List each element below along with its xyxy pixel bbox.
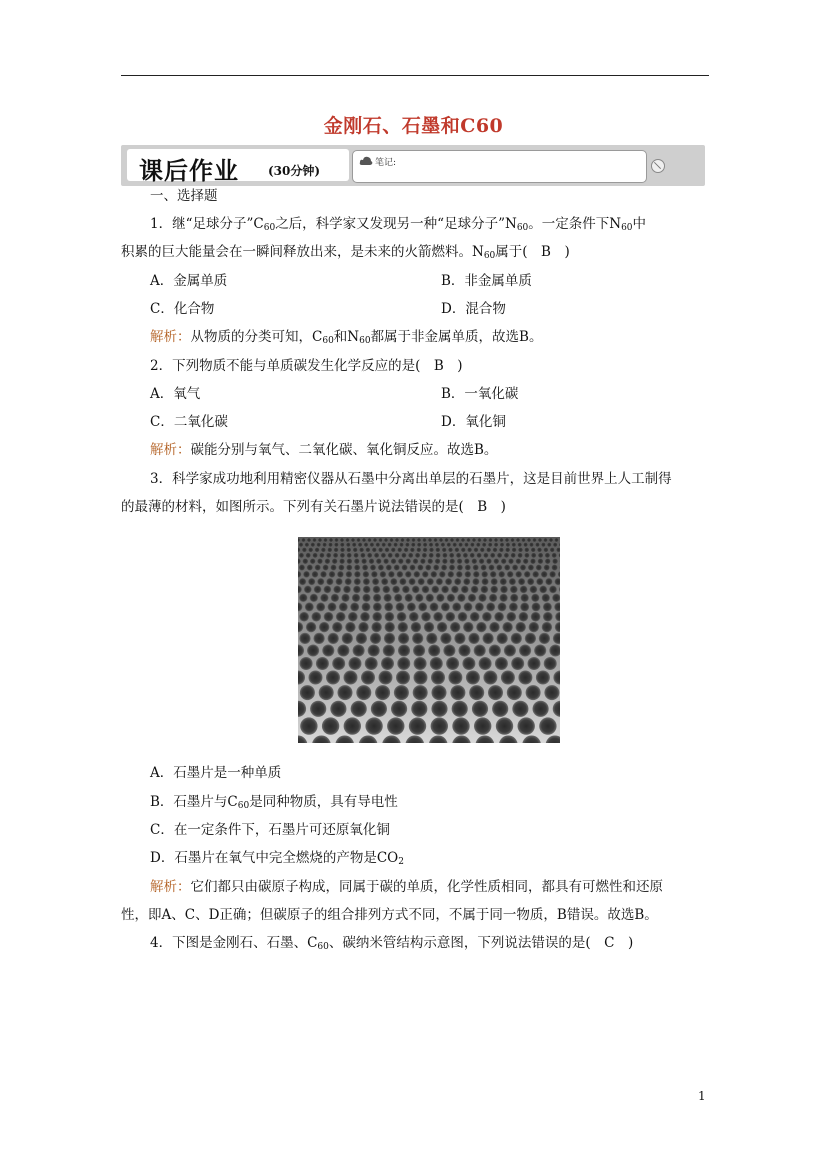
q1-option-a: A．金属单质 (150, 273, 228, 289)
homework-banner (121, 145, 705, 186)
notes-label: 笔记: (375, 158, 397, 168)
page-number: 1 (698, 1089, 706, 1103)
q2-explanation: 解析：碳能分别与氧气、二氧化碳、氧化铜反应。故选B。 (150, 442, 498, 458)
q1-stem-line1: 1．继“足球分子$”C_{60}$之后，科学家又发现另一种“足球分子$”N_{60}$。一定条件下$N_{60}$中 (150, 216, 647, 233)
q2-option-d: D．氧化铜 (441, 414, 506, 430)
q1-option-d: D．混合物 (441, 301, 506, 317)
q3-option-b: B．石墨片与$C_{60}$是同种物质，具有导电性 (150, 794, 398, 811)
q2-stem: 2．下列物质不能与单质碳发生化学反应的是( B ) (150, 358, 463, 374)
q3-option-a: A．石墨片是一种单质 (150, 765, 282, 781)
q1-explanation: 解析：从物质的分类可知，$C_{60}$和$N_{60}$都属于非金属单质，故选B。 (150, 329, 543, 346)
graphene-sheet-image (298, 537, 560, 743)
q3-explanation-line2: 性，即A、C、D正确；但碳原子的组合排列方式不同，不属于同一物质，B错误。故选B。 (121, 907, 658, 923)
q1-stem-line2: 积累的巨大能量会在一瞬间释放出来，是未来的火箭燃料。$N_{60}$属于( B ) (121, 244, 570, 261)
page-title: 金刚石、石墨和C60 (323, 115, 504, 137)
q2-option-b: B．一氧化碳 (441, 386, 519, 402)
q3-option-c: C．在一定条件下，石墨片可还原氧化铜 (150, 822, 390, 838)
notes-field[interactable] (352, 150, 647, 183)
header-rule (121, 75, 709, 76)
q4-stem: 4．下图是金刚石、石墨、$C_{60}$、碳纳米管结构示意图，下列说法错误的是( C ) (150, 935, 634, 952)
q3-explanation-line1: 解析：它们都只由碳原子构成，同属于碳的单质，化学性质相同，都具有可燃性和还原 (150, 879, 663, 895)
q3-option-d: D．石墨片在氧气中完全燃烧的产物是$CO_2$ (150, 850, 404, 867)
cloud-icon (359, 156, 373, 166)
q2-option-c: C．二氧化碳 (150, 414, 228, 430)
q2-option-a: A．氧气 (150, 386, 201, 402)
q1-option-b: B．非金属单质 (441, 273, 532, 289)
q1-option-c: C．化合物 (150, 301, 215, 317)
section-heading: 一、选择题 (150, 188, 218, 204)
clear-icon[interactable] (651, 159, 665, 173)
banner-duration: (30分钟) (268, 164, 321, 178)
q3-stem-line2: 的最薄的材料，如图所示。下列有关石墨片说法错误的是( B ) (121, 499, 506, 515)
q3-stem-line1: 3．科学家成功地利用精密仪器从石墨中分离出单层的石墨片，这是目前世界上人工制得 (150, 471, 672, 487)
banner-tag (127, 149, 349, 185)
banner-title: 课后作业 (139, 157, 239, 185)
